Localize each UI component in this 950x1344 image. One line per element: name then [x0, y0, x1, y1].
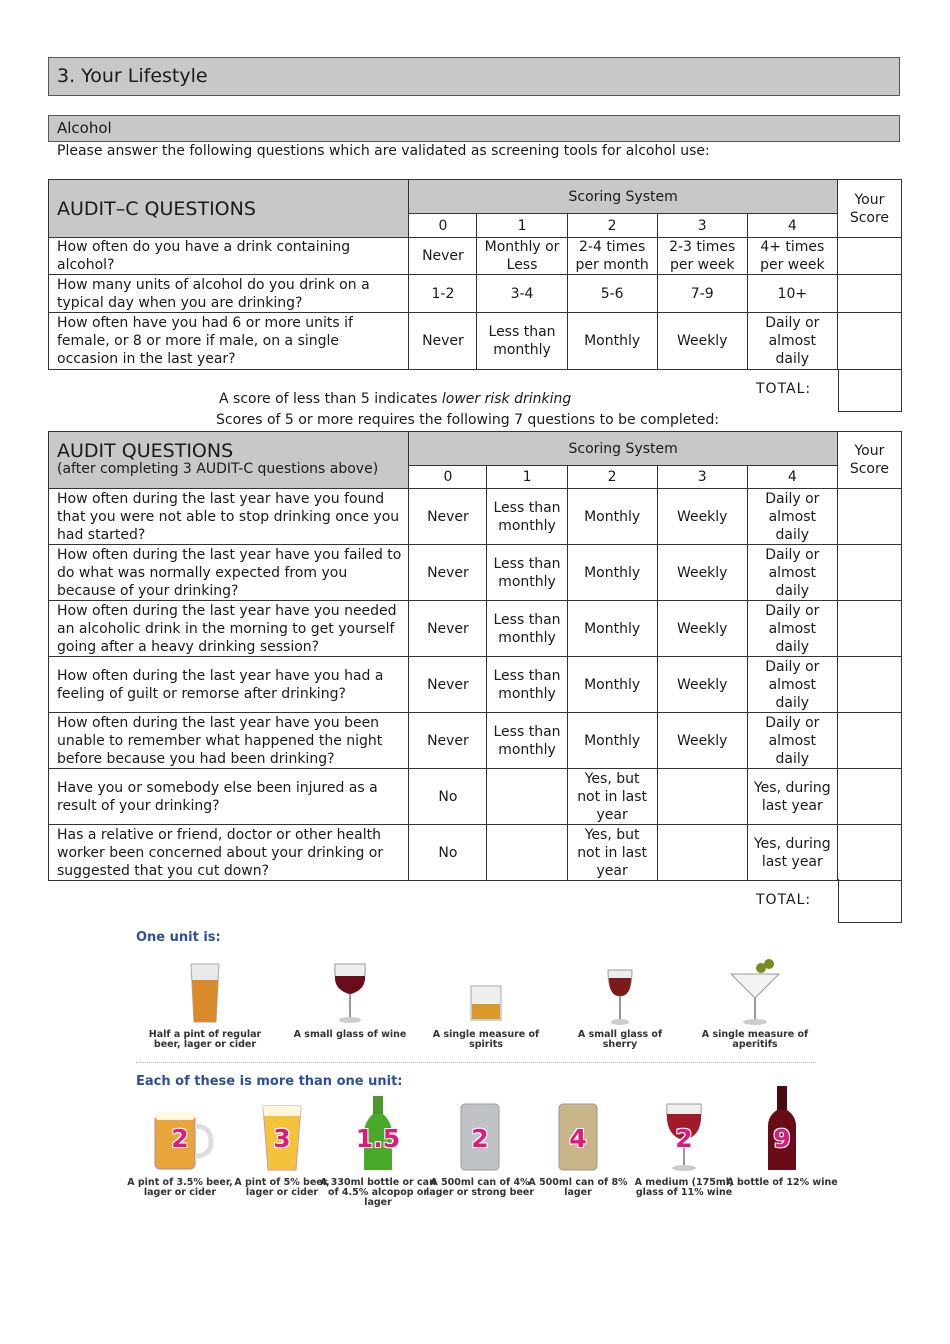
answer-option: Weekly [657, 545, 747, 601]
answer-option: 3-4 [477, 275, 567, 313]
answer-option [487, 825, 567, 881]
question-text: How often during the last year have you been unable to remember what happened the night before because you had been drinking? [49, 713, 409, 769]
answer-option: Yes, during last year [747, 769, 837, 825]
answer-option: Yes, but not in last year [567, 825, 657, 881]
unit-caption: Half a pint of regular beer, lager or cider [148, 1029, 262, 1050]
sherry-glass-icon [560, 954, 680, 1026]
answer-option: Less than monthly [487, 545, 567, 601]
answer-option: 4+ times per week [747, 238, 837, 275]
unit-item [145, 954, 265, 1050]
unit-count: 2 [171, 1124, 189, 1153]
answer-option: Less than monthly [477, 313, 567, 370]
audit-c-note: A score of less than 5 indicates lower risk drinking [219, 391, 572, 407]
answer-option: Weekly [657, 657, 747, 713]
question-row [49, 657, 902, 713]
your-score-header: Your Score [837, 180, 901, 238]
unit-caption: A 330ml bottle or can of 4.5% alcopop or lager [320, 1177, 436, 1208]
audit-c-title: AUDIT–C QUESTIONS [49, 180, 409, 238]
audit-c-total-label: TOTAL: [756, 381, 812, 397]
question-row [49, 601, 902, 657]
answer-option: No [409, 769, 487, 825]
martini-glass-icon [695, 954, 815, 1026]
scoring-system-header: Scoring System [409, 180, 837, 214]
question-text: How many units of alcohol do you drink on a typical day when you are drinking? [49, 275, 409, 313]
answer-option: Yes, during last year [747, 825, 837, 881]
unit-caption: A 500ml can of 4% lager or strong beer [425, 1177, 535, 1198]
alcohol-heading: Alcohol [48, 115, 900, 142]
answer-option: Weekly [657, 601, 747, 657]
score-cell[interactable] [837, 825, 901, 881]
question-text: Has a relative or friend, doctor or other health worker been concerned about your drinking or suggested that you cut down? [49, 825, 409, 881]
question-row [49, 275, 902, 313]
unit-count: 3 [273, 1124, 291, 1153]
question-text: Have you or somebody else been injured as a result of your drinking? [49, 769, 409, 825]
unit-count: 2 [471, 1124, 489, 1153]
score-column-header: 1 [477, 214, 567, 238]
unit-item [722, 1098, 842, 1188]
audit-c-total-box[interactable] [838, 369, 902, 412]
answer-option: Daily or almost daily [747, 601, 837, 657]
answer-option: Monthly [567, 313, 657, 370]
score-cell[interactable] [837, 313, 901, 370]
answer-option: Monthly [567, 545, 657, 601]
answer-option: 2-4 times per month [567, 238, 657, 275]
answer-option: Never [409, 313, 477, 370]
audit-total-label: TOTAL: [756, 892, 812, 908]
answer-option: Monthly [567, 601, 657, 657]
unit-caption: A medium (175ml) glass of 11% wine [634, 1177, 734, 1198]
unit-item [695, 954, 815, 1050]
more-units-heading: Each of these is more than one unit: [136, 1074, 403, 1089]
section-title: 3. Your Lifestyle [48, 57, 900, 96]
score-column-header: 0 [409, 214, 477, 238]
score-column-header: 3 [657, 214, 747, 238]
answer-option: Weekly [657, 313, 747, 370]
score-column-header: 3 [657, 466, 747, 489]
audit-c-note-2: Scores of 5 or more requires the following 7 questions to be completed: [216, 412, 720, 428]
half-pint-icon [145, 954, 265, 1026]
question-text: How often during the last year have you failed to do what was normally expected from you because of your drinking? [49, 545, 409, 601]
question-text: How often do you have a drink containing alcohol? [49, 238, 409, 275]
question-text: How often during the last year have you found that you were not able to stop drinking once you had started? [49, 489, 409, 545]
question-row [49, 489, 902, 545]
alcohol-intro: Please answer the following questions which are validated as screening tools for alcohol use: [57, 143, 710, 159]
unit-count: 9 [773, 1124, 791, 1153]
score-column-header: 1 [487, 466, 567, 489]
answer-option: 5-6 [567, 275, 657, 313]
answer-option: Daily or almost daily [747, 657, 837, 713]
audit-title: AUDIT QUESTIONS (after completing 3 AUDIT-C questions above) [49, 432, 409, 489]
wine-glass-icon [290, 954, 410, 1026]
answer-option: Never [409, 489, 487, 545]
answer-option: Less than monthly [487, 657, 567, 713]
answer-option: Less than monthly [487, 489, 567, 545]
answer-option: Daily or almost daily [747, 713, 837, 769]
score-column-header: 0 [409, 466, 487, 489]
unit-item [518, 1098, 638, 1198]
unit-caption: A small glass of sherry [577, 1029, 663, 1050]
score-cell[interactable] [837, 545, 901, 601]
audit-c-table [48, 179, 902, 370]
answer-option: Weekly [657, 713, 747, 769]
unit-caption: A pint of 5% beer, lager or cider [234, 1177, 330, 1198]
score-cell[interactable] [837, 489, 901, 545]
your-score-header: Your Score [837, 432, 901, 489]
answer-option: Never [409, 657, 487, 713]
score-cell[interactable] [837, 769, 901, 825]
answer-option: Less than monthly [487, 713, 567, 769]
question-row [49, 313, 902, 370]
answer-option: 7-9 [657, 275, 747, 313]
answer-option: Never [409, 545, 487, 601]
unit-count: 1.5 [355, 1124, 401, 1153]
spirits-glass-icon [426, 954, 546, 1026]
answer-option [657, 825, 747, 881]
answer-option: Monthly [567, 489, 657, 545]
one-unit-heading: One unit is: [136, 930, 221, 945]
answer-option [657, 769, 747, 825]
unit-count: 4 [569, 1124, 587, 1153]
score-cell[interactable] [837, 238, 901, 275]
infographic-divider [136, 1062, 816, 1063]
answer-option: Less than monthly [487, 601, 567, 657]
question-row [49, 713, 902, 769]
score-column-header: 2 [567, 466, 657, 489]
question-row [49, 769, 902, 825]
answer-option: Monthly or Less [477, 238, 567, 275]
scoring-system-header: Scoring System [409, 432, 837, 466]
score-cell[interactable] [837, 713, 901, 769]
unit-item [290, 954, 410, 1040]
answer-option: Daily or almost daily [747, 489, 837, 545]
audit-table [48, 431, 902, 881]
score-cell[interactable] [837, 275, 901, 313]
answer-option: Never [409, 238, 477, 275]
question-row [49, 238, 902, 275]
unit-caption: A pint of 3.5% beer, lager or cider [127, 1177, 233, 1198]
question-row [49, 825, 902, 881]
unit-caption: A 500ml can of 8% lager [528, 1177, 628, 1198]
score-cell[interactable] [837, 657, 901, 713]
answer-option: 2-3 times per week [657, 238, 747, 275]
score-column-header: 4 [747, 466, 837, 489]
answer-option: Yes, but not in last year [567, 769, 657, 825]
unit-caption: A small glass of wine [293, 1029, 407, 1040]
answer-option: Weekly [657, 489, 747, 545]
score-column-header: 2 [567, 214, 657, 238]
answer-option: 10+ [747, 275, 837, 313]
answer-option: Never [409, 713, 487, 769]
unit-caption: A single measure of aperitifs [701, 1029, 809, 1050]
answer-option: Monthly [567, 657, 657, 713]
score-column-header: 4 [747, 214, 837, 238]
question-text: How often during the last year have you needed an alcoholic drink in the morning to get yourself going after a heavy drinking session? [49, 601, 409, 657]
question-text: How often have you had 6 or more units if female, or 8 or more if male, on a single occasion in the last year? [49, 313, 409, 370]
unit-caption: A bottle of 12% wine [726, 1177, 838, 1188]
units-infographic [127, 922, 838, 1222]
audit-total-box[interactable] [838, 879, 902, 923]
question-text: How often during the last year have you had a feeling of guilt or remorse after drinking? [49, 657, 409, 713]
unit-count: 2 [675, 1124, 693, 1153]
answer-option: Never [409, 601, 487, 657]
score-cell[interactable] [837, 601, 901, 657]
answer-option: Daily or almost daily [747, 545, 837, 601]
unit-item [426, 954, 546, 1050]
question-row [49, 545, 902, 601]
unit-item [560, 954, 680, 1050]
answer-option [487, 769, 567, 825]
unit-caption: A single measure of spirits [432, 1029, 540, 1050]
answer-option: 1-2 [409, 275, 477, 313]
answer-option: Daily or almost daily [747, 313, 837, 370]
answer-option: No [409, 825, 487, 881]
answer-option: Monthly [567, 713, 657, 769]
